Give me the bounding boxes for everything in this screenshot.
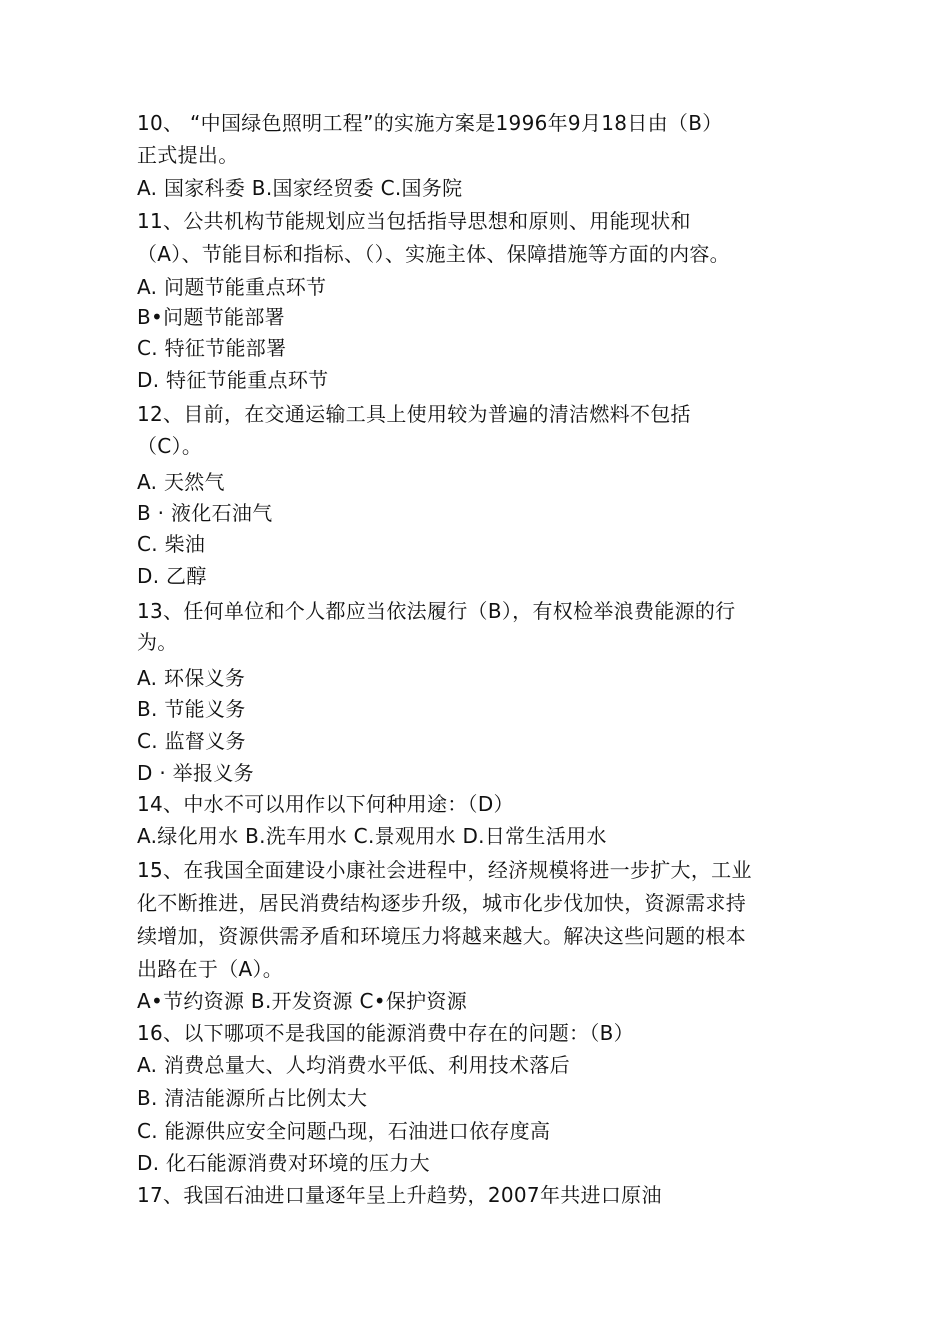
question-12-option-a: A. 天然气 xyxy=(137,470,225,494)
question-12-option-d: D. 乙醇 xyxy=(137,564,207,588)
question-13-stem-cont: 为。 xyxy=(137,630,178,654)
question-13-option-c: C. 监督义务 xyxy=(137,729,246,753)
question-13-stem: 13、任何单位和个人都应当依法履行（B），有权检举浪费能源的行 xyxy=(137,599,736,623)
question-15-stem: 15、在我国全面建设小康社会进程中，经济规模将进一步扩大，工业 xyxy=(137,858,752,882)
question-12-stem: 12、目前，在交通运输工具上使用较为普遍的清洁燃料不包括 xyxy=(137,402,691,426)
question-13-option-b: B. 节能义务 xyxy=(137,697,246,721)
question-13-option-d: D · 举报义务 xyxy=(137,761,254,785)
question-11-stem: 11、公共机构节能规划应当包括指导思想和原则、用能现状和 xyxy=(137,209,691,233)
question-15-stem-cont-1: 化不断推进，居民消费结构逐步升级，城市化步伐加快，资源需求持 xyxy=(137,891,746,915)
question-10-stem: 10、 “中国绿色照明工程”的实施方案是1996年9月18日由（B） xyxy=(137,111,723,135)
question-16-option-a: A. 消费总量大、人均消费水平低、利用技术落后 xyxy=(137,1053,570,1077)
question-15-stem-cont-2: 续增加，资源供需矛盾和环境压力将越来越大。解决这些问题的根本 xyxy=(137,924,746,948)
question-11-option-d: D. 特征节能重点环节 xyxy=(137,368,329,392)
question-11-option-b: B•问题节能部署 xyxy=(137,305,285,329)
question-11-stem-cont: （A）、节能目标和指标、（）、实施主体、保障措施等方面的内容。 xyxy=(137,242,730,266)
question-16-option-b: B. 清洁能源所占比例太大 xyxy=(137,1086,368,1110)
question-17-stem: 17、我国石油进口量逐年呈上升趋势，2007年共进口原油 xyxy=(137,1183,662,1207)
question-10-stem-cont: 正式提出。 xyxy=(137,143,239,167)
question-12-option-c: C. 柴油 xyxy=(137,532,206,556)
question-14-options: A.绿化用水 B.洗车用水 C.景观用水 D.日常生活用水 xyxy=(137,824,607,848)
question-10-options: A. 国家科委 B.国家经贸委 C.国务院 xyxy=(137,176,463,200)
question-13-option-a: A. 环保义务 xyxy=(137,666,246,690)
question-14-stem: 14、中水不可以用作以下何种用途：（D） xyxy=(137,792,514,816)
question-15-options: A•节约资源 B.开发资源 C•保护资源 xyxy=(137,989,468,1013)
question-11-option-a: A. 问题节能重点环节 xyxy=(137,275,327,299)
question-16-stem: 16、以下哪项不是我国的能源消费中存在的问题：（B） xyxy=(137,1021,634,1045)
question-16-option-c: C. 能源供应安全问题凸现，石油进口依存度高 xyxy=(137,1119,551,1143)
question-12-option-b: B · 液化石油气 xyxy=(137,501,273,525)
question-15-stem-cont-3: 出路在于（A）。 xyxy=(137,957,284,981)
question-16-option-d: D. 化石能源消费对环境的压力大 xyxy=(137,1151,430,1175)
question-12-stem-cont: （C）。 xyxy=(137,434,203,458)
question-11-option-c: C. 特征节能部署 xyxy=(137,336,287,360)
